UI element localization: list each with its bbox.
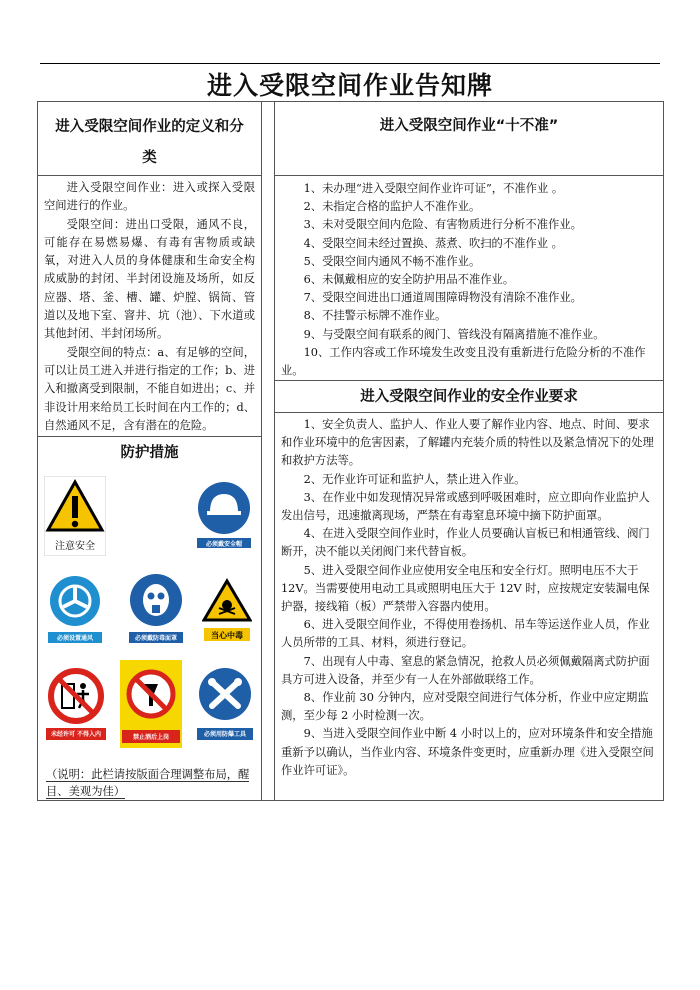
- page-title: 进入受限空间作业告知牌: [206, 71, 493, 100]
- poison-icon: [202, 578, 252, 644]
- sign-no-entry: [44, 666, 108, 744]
- list-item: 2、无作业许可证和监护人，禁止进入作业。: [303, 472, 526, 486]
- sign-label: 必须戴安全帽: [205, 541, 243, 548]
- safety-requirements-list: [275, 412, 663, 802]
- definition-paragraph: 进入受限空间作业：进入或探入受限空间进行的作业。: [44, 181, 255, 213]
- list-item: 5、进入受限空间作业应使用安全电压和安全行灯。照明电压不大于 12V。当需要使用电动工具或照明电压大于 12V 时，应按规定安装漏电保护器，接线箱（板）严禁带入容器内使用。: [281, 563, 650, 614]
- list-item: 9、当进入受限空间作业中断 4 小时以上的，应对环境条件和安全措施重新予以确认，当作业内容、环境条件变更时，应重新办理《进入受限空间作业许可证》。: [281, 727, 654, 777]
- list-item: 4、在进入受限空间作业时，作业人员要确认盲板已和相通管线、阀门断开，决不能以关闭阀门来代替盲板。: [281, 527, 650, 559]
- layout-note: [46, 766, 256, 800]
- list-item: 9、与受限空间有联系的阀门、管线没有隔离措施不准作业。: [303, 327, 605, 341]
- sign-poison: [202, 578, 252, 644]
- safety-requirements-header: 进入受限空间作业的安全作业要求: [275, 380, 663, 412]
- definition-paragraph: 受限空间：进出口受限，通风不良，可能存在易燃易爆、有毒有害物质或缺氧，对进入人员的身体健康和生命安全构成威胁的封闭、半封闭设施及场所，如反应器、塔、釜、槽、罐、炉膛、锅筒、管道以及地下室、窨井、坑（池）、下水道或其他封闭、半封闭场所。: [44, 217, 255, 341]
- list-item: 1、安全负责人、监护人、作业人要了解作业内容、地点、时间、要求和作业环境中的危害因素，了解罐内充装介质的特性以及紧急情况下的处理和救护方法等。: [281, 418, 654, 468]
- sign-explosion-proof-tools: [194, 664, 256, 744]
- sign-label: 当心中毒: [211, 631, 243, 640]
- explosion-proof-tools-icon: [194, 664, 256, 744]
- sign-helmet: [194, 480, 254, 550]
- no-alcohol-icon: [120, 660, 182, 748]
- sign-label: 未经许可 不得入内: [50, 731, 102, 738]
- list-item: 5、受限空间内通风不畅不准作业。: [303, 254, 481, 268]
- list-item: 3、在作业中如发现情况异常或感到呼吸困难时，应立即向作业监护人发出信号，迅速撤离现场，严禁在有毒窒息环境中摘下防护面罩。: [281, 490, 650, 523]
- definition-paragraph: 受限空间的特点：a、有足够的空间，可以让员工进入并进行指定的工作；b、进入和撤离受到限制，不能自如进出；c、并非设计用来给员工长时间在内工作的；d、自然通风不足，含有潜在的危险。: [44, 345, 255, 432]
- list-item: 6、进入受限空间作业，不得使用卷扬机、吊车等运送作业人员，作业人员所带的工具、材料，须进行登记。: [281, 618, 650, 650]
- gas-mask-icon: [126, 572, 186, 648]
- sign-gas-mask: [126, 572, 186, 648]
- definition-header: 进入受限空间作业的定义和分类: [55, 119, 244, 166]
- ten-rules-header: 进入受限空间作业“十不准”: [379, 118, 559, 134]
- protection-header: 防护措施: [38, 436, 261, 468]
- top-rule: [40, 63, 660, 64]
- no-entry-icon: [44, 666, 108, 744]
- sign-label: 必须戴防毒面罩: [134, 635, 178, 642]
- list-item: 2、未指定合格的监护人不准作业。: [303, 200, 481, 214]
- list-item: 10、工作内容或工作环境发生改变且没有重新进行危险分析的不准作业。: [281, 345, 646, 378]
- list-item: 7、受限空间进出口通道周围障碍物没有清除不准作业。: [303, 291, 582, 305]
- list-item: 7、出现有人中毒、窒息的紧急情况，抢救人员必须佩戴隔离式防护面具方可进入设备，并至少有一人在外部做联络工作。: [281, 654, 650, 686]
- list-item: 8、作业前 30 分钟内，应对受限空间进行气体分析，作业中应定期监测，至少每 2 小时检测一次。: [281, 691, 649, 723]
- sign-ventilation: [46, 574, 104, 646]
- warning-icon: [44, 476, 106, 556]
- sign-no-alcohol: [120, 660, 182, 748]
- layout-note-text: （说明：此栏请按版面合理调整布局，醒目、美观为佳）: [46, 768, 250, 798]
- list-item: 3、未对受限空间内危险、有害物质进行分析不准作业。: [303, 218, 582, 232]
- list-item: 1、未办理“进入受限空间作业许可证”，不准作业 。: [303, 182, 564, 195]
- sign-warning: [44, 476, 106, 556]
- column-gap: [262, 101, 274, 801]
- sign-label: 注意安全: [55, 541, 95, 552]
- definition-body: [38, 175, 261, 436]
- sign-label: 必须设置通风: [56, 635, 94, 642]
- ventilation-icon: [46, 574, 104, 646]
- helmet-icon: [194, 480, 254, 550]
- list-item: 6、未佩戴相应的安全防护用品不准作业。: [303, 273, 515, 287]
- sign-label: 必须用防爆工具: [203, 731, 247, 738]
- list-item: 8、不挂警示标牌不准作业。: [303, 309, 447, 323]
- sign-grid: [44, 474, 256, 749]
- notice-board: [37, 101, 664, 801]
- left-column: [37, 101, 262, 801]
- list-item: 4、受限空间未经过置换、蒸煮、吹扫的不准作业 。: [303, 236, 563, 250]
- ten-rules-list: [275, 175, 663, 380]
- sign-label: 禁止酒后上岗: [132, 734, 170, 741]
- right-column: [274, 101, 664, 801]
